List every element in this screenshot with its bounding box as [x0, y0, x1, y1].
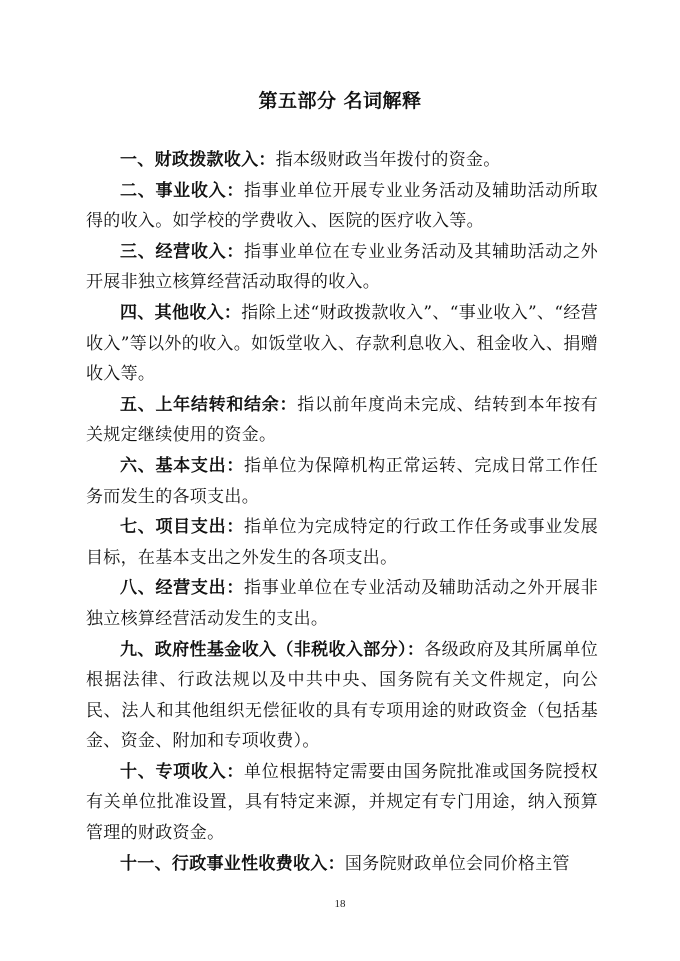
glossary-entry [86, 512, 598, 573]
glossary-definition: 指以前年度尚未完成、结转到本年按有关规定继续使用的资金。 [86, 394, 599, 446]
glossary-term: 三、经营收入： [120, 241, 245, 262]
glossary-entry [86, 298, 598, 390]
glossary-term: 九、政府性基金收入（非税收入部分）： [120, 639, 425, 660]
glossary-term: 五、上年结转和结余： [120, 394, 298, 415]
glossary-definition: 指除上述“财政拨款收入”、“事业收入”、“经营收入”等以外的收入。如饭堂收入、存款利息收入、租金收入、捐赠收入等。 [86, 302, 598, 385]
glossary-definition: 指本级财政当年拨付的资金。 [275, 150, 501, 170]
glossary-entry [86, 849, 598, 880]
glossary-entry [86, 757, 598, 849]
glossary-definition: 指事业单位在专业业务活动及其辅助活动之外开展非独立核算经营活动取得的收入。 [86, 241, 599, 293]
glossary-term: 十、专项收入： [120, 761, 245, 782]
glossary-entry [86, 176, 598, 237]
glossary-term: 一、财政拨款收入： [120, 150, 276, 170]
glossary-term: 四、其他收入： [120, 302, 242, 323]
glossary-definition: 单位根据特定需要由国务院批准或国务院授权有关单位批准设置，具有特定来源，并规定有专门用途，纳入预算管理的财政资金。 [86, 761, 599, 844]
glossary-definition: 指单位为保障机构正常运转、完成日常工作任务而发生的各项支出。 [86, 455, 599, 507]
glossary-entry [86, 635, 598, 757]
glossary-entry [86, 237, 598, 298]
page-number: 18 [334, 898, 346, 910]
glossary-entry [86, 390, 598, 451]
glossary-definition: 指事业单位开展专业业务活动及辅助活动所取得的收入。如学校的学费收入、医院的医疗收入等。 [86, 180, 599, 232]
glossary-term: 二、事业收入： [120, 180, 245, 201]
glossary-definition: 各级政府及其所属单位根据法律、行政法规以及中共中央、国务院有关文件规定，向公民、法人和其他组织无偿征收的具有专项用途的财政资金（包括基金、资金、附加和专项收费）。 [86, 639, 598, 752]
glossary-definition: 指单位为完成特定的行政工作任务或事业发展目标，在基本支出之外发生的各项支出。 [86, 517, 599, 568]
page-title: 第五部分 名词解释 [258, 90, 422, 112]
glossary-term: 十一、行政事业性收费收入： [120, 853, 345, 874]
glossary-term: 六、基本支出： [120, 455, 245, 476]
glossary-body [86, 145, 598, 879]
glossary-term: 七、项目支出： [120, 517, 245, 538]
glossary-entry [86, 573, 598, 634]
glossary-definition: 指事业单位在专业活动及辅助活动之外开展非独立核算经营活动发生的支出。 [86, 578, 599, 629]
glossary-entry [86, 451, 598, 512]
glossary-definition: 国务院财政单位会同价格主管 [344, 853, 570, 874]
glossary-term: 八、经营支出： [120, 578, 245, 599]
glossary-entry [86, 145, 598, 176]
